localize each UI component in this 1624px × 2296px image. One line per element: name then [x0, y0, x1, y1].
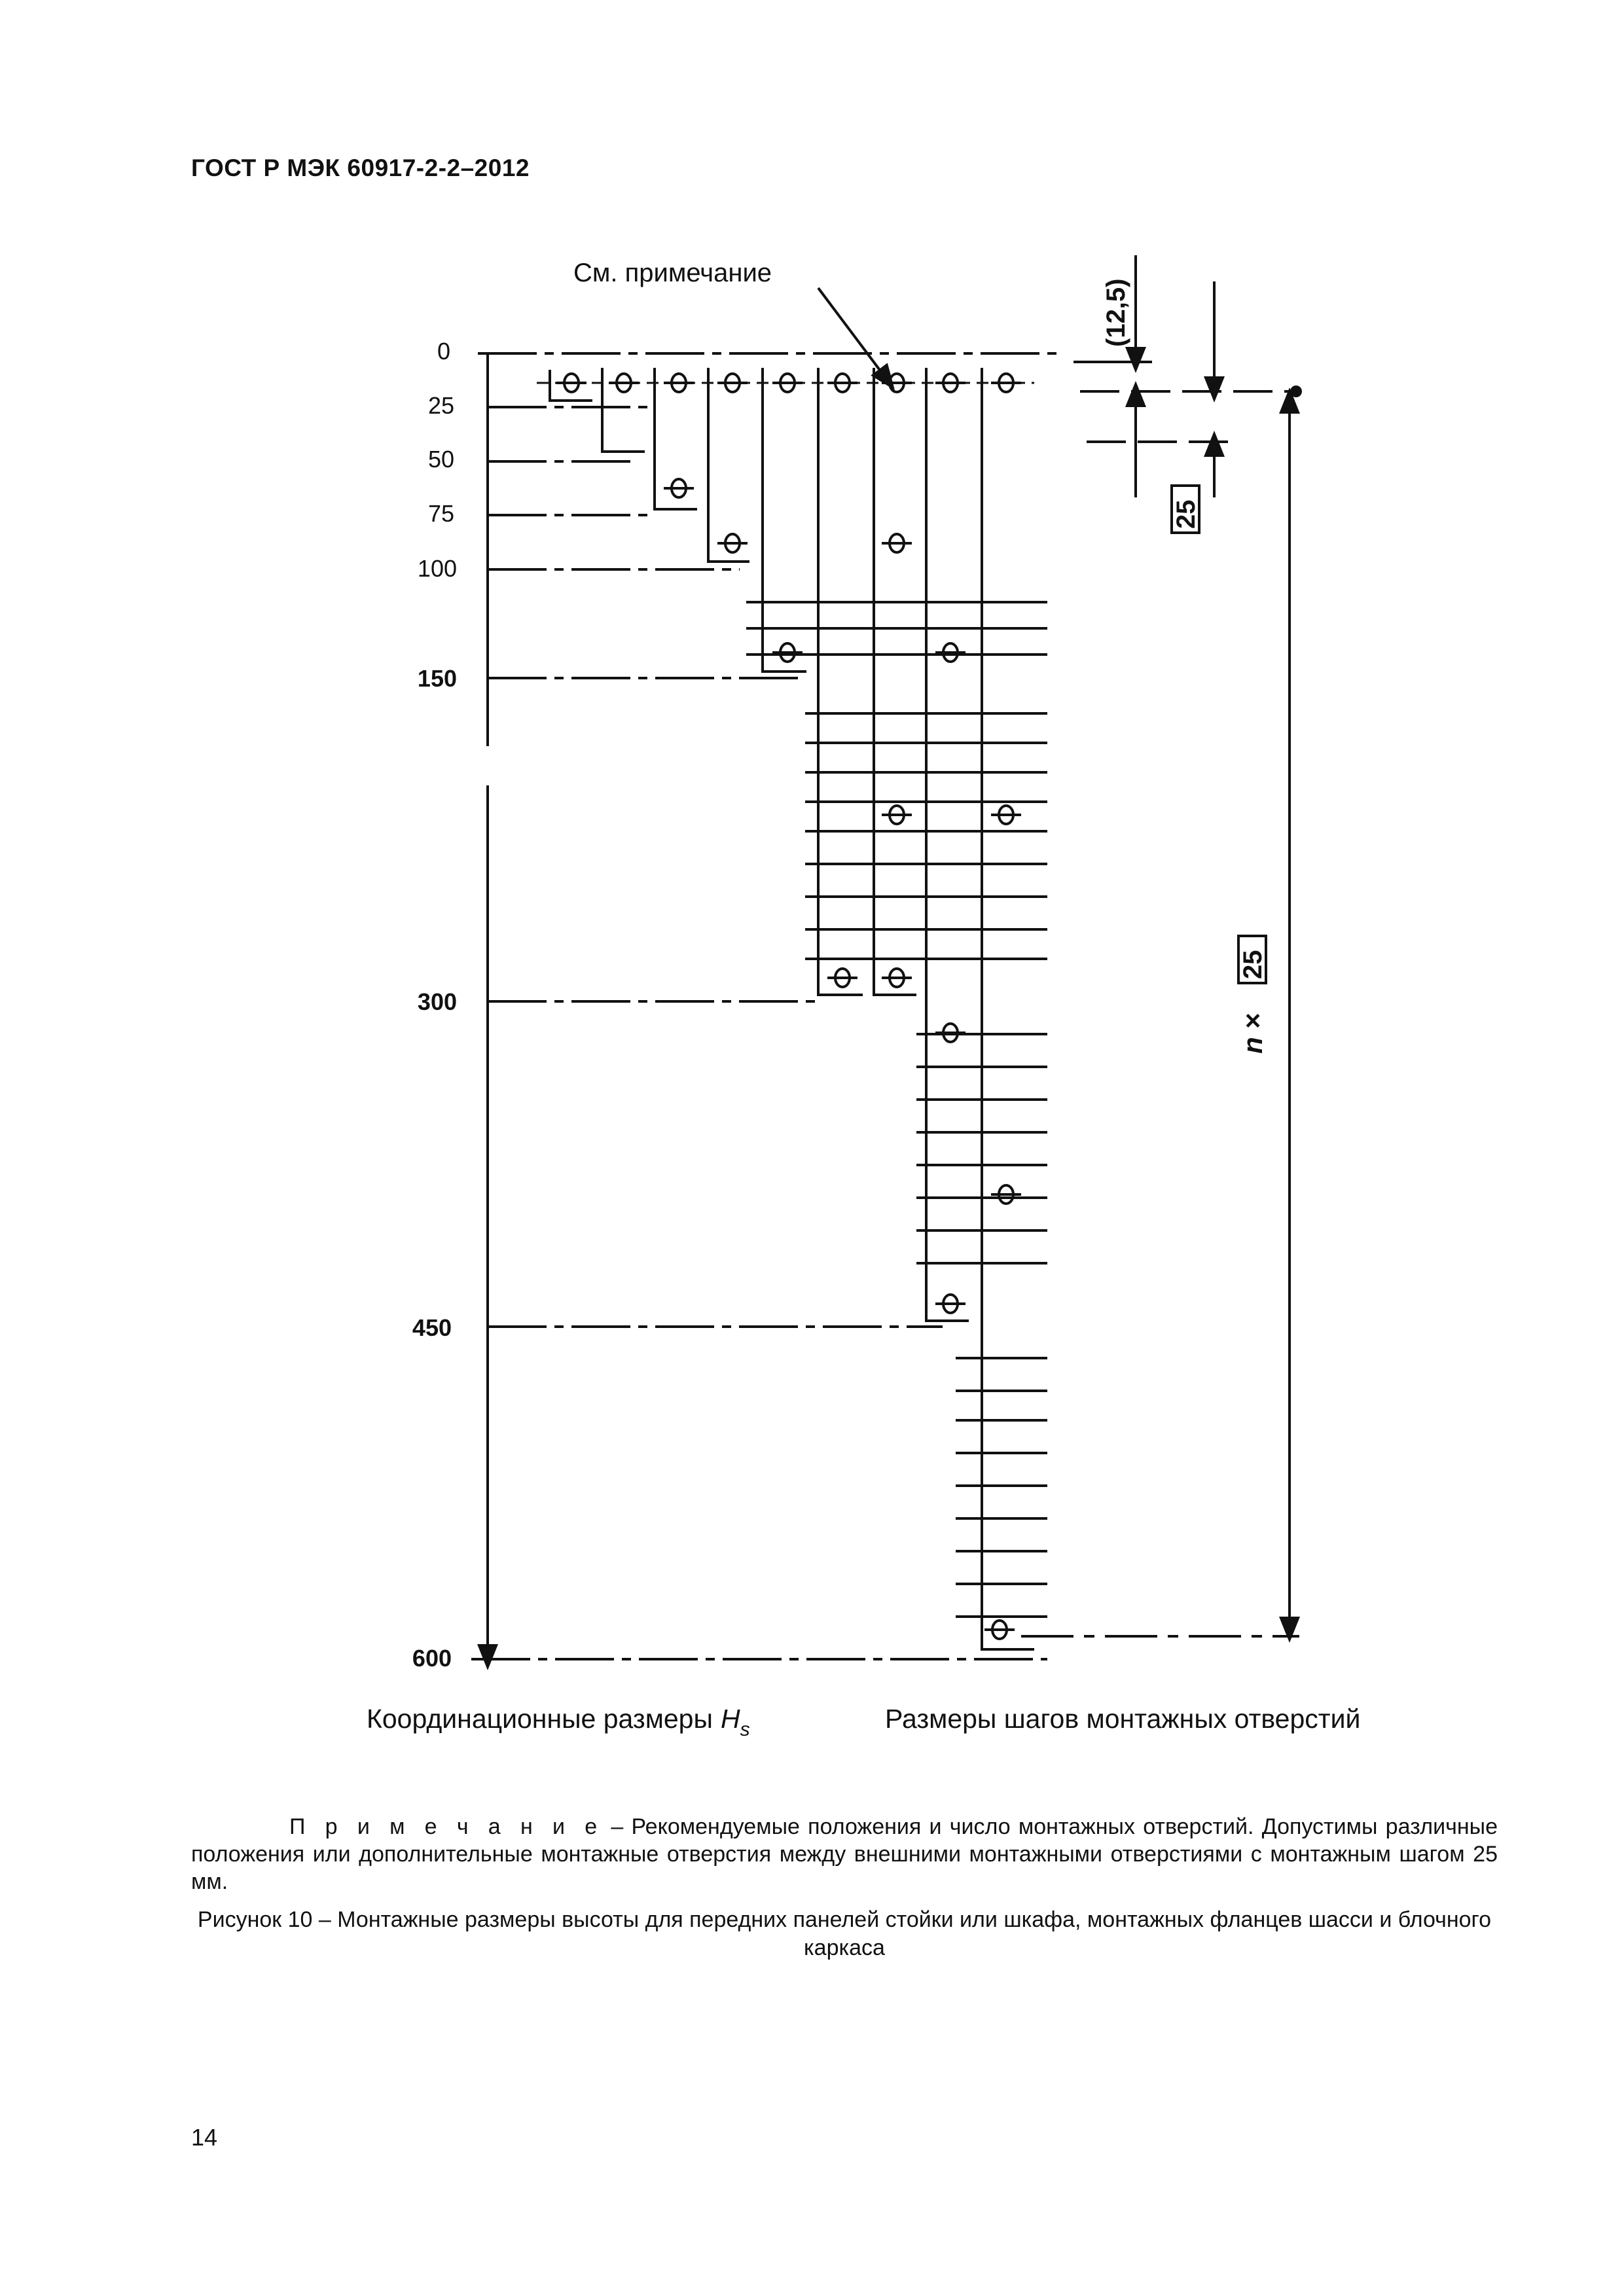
hole-symbol: [772, 374, 803, 392]
coord-label-0: 0: [437, 338, 450, 365]
dimension-n-25: 25: [1238, 950, 1267, 979]
coordination-sizes-label: [367, 1704, 750, 1740]
coordinate-labels: [412, 338, 457, 1672]
coordination-sizes-text: Координационные размеры: [367, 1704, 713, 1734]
hole-pitch-label: Размеры шагов монтажных отверстий: [885, 1704, 1361, 1734]
hole-symbol: [882, 534, 912, 552]
datum-point: [1290, 386, 1302, 397]
hole-symbol: [717, 534, 748, 552]
document-header: ГОСТ Р МЭК 60917-2-2–2012: [191, 154, 530, 181]
page-number: 14: [191, 2124, 218, 2151]
hole-symbol: [935, 1024, 965, 1042]
coordination-sizes-sub: s: [740, 1719, 750, 1740]
dimension-25: 25: [1172, 499, 1200, 529]
hole-symbol: [984, 1621, 1015, 1639]
coord-label-25: 25: [427, 392, 454, 419]
coordinate-lines: [471, 353, 1060, 1659]
coord-label-600: 600: [412, 1645, 452, 1672]
pitch-ticks: [746, 602, 1047, 1617]
figure-note: [191, 1813, 1498, 1895]
dimension-n-prefix: n ×: [1237, 1013, 1268, 1054]
hole-symbol: [935, 374, 965, 392]
coord-label-150: 150: [417, 665, 457, 692]
hole-symbol: [991, 806, 1021, 824]
coord-label-300: 300: [417, 988, 457, 1015]
mounting-holes: [556, 374, 1021, 1639]
hole-symbol: [882, 374, 912, 392]
coord-label-100: 100: [417, 555, 457, 582]
coord-label-450: 450: [412, 1314, 452, 1341]
hole-symbol: [882, 969, 912, 987]
hole-symbol: [664, 374, 694, 392]
hole-symbol: [556, 374, 586, 392]
hole-symbol: [609, 374, 639, 392]
hole-symbol: [935, 1295, 965, 1313]
right-dimensions: [1021, 255, 1299, 1636]
note-lead: П р и м е ч а н и е: [289, 1814, 604, 1839]
note-text: – Рекомендуемые положения и число монтажных отверстий. Допустимы различные положения или дополнительные монтажные отверстия между внешними монтажными отверстиями с монтажным шагом 25 мм.: [191, 1814, 1498, 1894]
step-brackets: [550, 368, 1034, 1649]
hole-symbol: [991, 1185, 1021, 1204]
hole-symbol: [827, 374, 857, 392]
callout-note-label: См. примечание: [573, 259, 772, 287]
coord-label-50: 50: [427, 446, 454, 473]
hole-symbol: [772, 643, 803, 662]
hole-symbol: [935, 643, 965, 662]
coord-label-75: 75: [427, 500, 454, 527]
callout-leader: [818, 288, 887, 380]
hole-symbol: [664, 479, 694, 497]
figure-caption: Рисунок 10 – Монтажные размеры высоты для передних панелей стойки или шкафа, монтажных фланцев шасси и блочного каркаса: [197, 1907, 1492, 1960]
hole-symbol: [991, 374, 1021, 392]
hole-symbol: [717, 374, 748, 392]
hole-symbol: [882, 806, 912, 824]
coordination-sizes-var: H: [720, 1704, 740, 1734]
hole-symbol: [827, 969, 857, 987]
dimension-12-5: (12,5): [1102, 278, 1130, 347]
